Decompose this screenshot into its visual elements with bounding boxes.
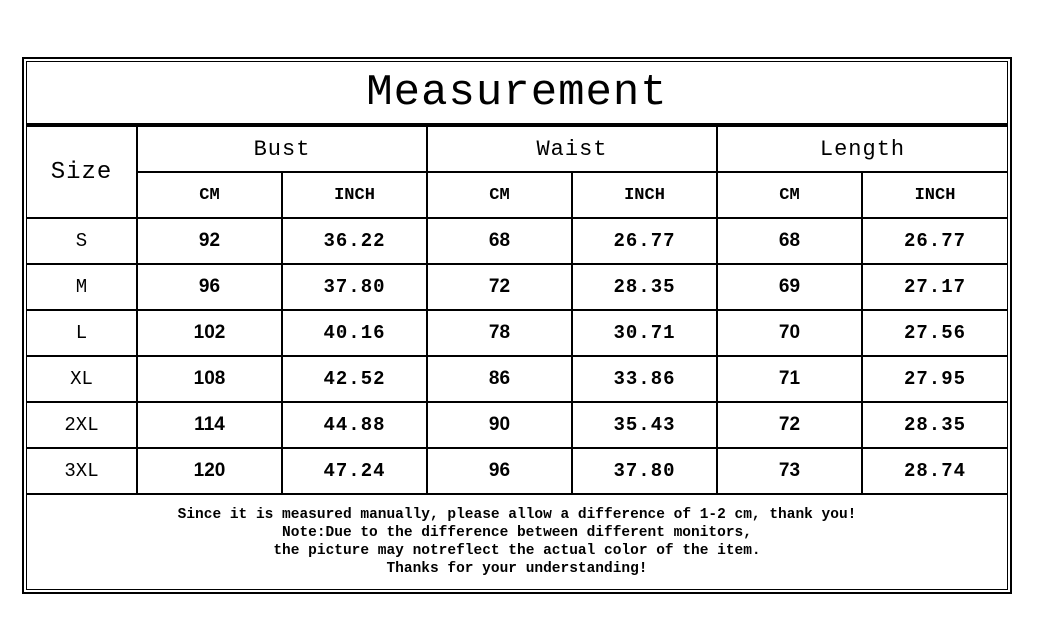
waist-cm-value: 86 bbox=[427, 356, 572, 402]
waist-inch-value: 30.71 bbox=[572, 310, 717, 356]
table-row bbox=[27, 448, 1007, 494]
bust-cm-value: 92 bbox=[137, 218, 282, 264]
note-line: Since it is measured manually, please allow a difference of 1-2 cm, thank you! bbox=[177, 506, 857, 523]
size-table bbox=[27, 125, 1007, 495]
chart-title: Measurement bbox=[27, 62, 1007, 125]
bust-header: Bust bbox=[137, 126, 427, 172]
bust-cm-value: 108 bbox=[137, 356, 282, 402]
waist-inch-value: 33.86 bbox=[572, 356, 717, 402]
size-label: M bbox=[27, 264, 137, 310]
bust-cm-value: 120 bbox=[137, 448, 282, 494]
waist-inch-value: 35.43 bbox=[572, 402, 717, 448]
bust-cm-value: 96 bbox=[137, 264, 282, 310]
bust-cm-header: CM bbox=[137, 172, 282, 218]
bust-inch-value: 40.16 bbox=[282, 310, 427, 356]
length-inch-value: 27.17 bbox=[862, 264, 1007, 310]
size-label: 3XL bbox=[27, 448, 137, 494]
length-inch-value: 28.35 bbox=[862, 402, 1007, 448]
size-chart-frame bbox=[22, 57, 1012, 594]
size-chart-inner-border bbox=[26, 61, 1008, 590]
waist-inch-value: 37.80 bbox=[572, 448, 717, 494]
table-row bbox=[27, 218, 1007, 264]
waist-cm-value: 72 bbox=[427, 264, 572, 310]
waist-cm-value: 68 bbox=[427, 218, 572, 264]
bust-inch-value: 47.24 bbox=[282, 448, 427, 494]
length-inch-value: 27.56 bbox=[862, 310, 1007, 356]
length-cm-header: CM bbox=[717, 172, 862, 218]
disclaimer-notes bbox=[27, 494, 1007, 589]
unit-header-row bbox=[27, 172, 1007, 218]
size-label: L bbox=[27, 310, 137, 356]
waist-inch-value: 26.77 bbox=[572, 218, 717, 264]
waist-cm-value: 78 bbox=[427, 310, 572, 356]
bust-inch-value: 37.80 bbox=[282, 264, 427, 310]
note-line: Thanks for your understanding! bbox=[386, 560, 648, 577]
length-cm-value: 72 bbox=[717, 402, 862, 448]
group-header-row bbox=[27, 126, 1007, 172]
table-row bbox=[27, 402, 1007, 448]
waist-cm-value: 90 bbox=[427, 402, 572, 448]
bust-inch-value: 42.52 bbox=[282, 356, 427, 402]
bust-cm-value: 102 bbox=[137, 310, 282, 356]
note-line: Note:Due to the difference between different monitors, bbox=[282, 524, 752, 541]
size-column-header: Size bbox=[27, 126, 137, 218]
waist-cm-header: CM bbox=[427, 172, 572, 218]
length-inch-header: INCH bbox=[862, 172, 1007, 218]
length-cm-value: 73 bbox=[717, 448, 862, 494]
waist-inch-value: 28.35 bbox=[572, 264, 717, 310]
table-row bbox=[27, 310, 1007, 356]
bust-cm-value: 114 bbox=[137, 402, 282, 448]
length-header: Length bbox=[717, 126, 1007, 172]
length-cm-value: 68 bbox=[717, 218, 862, 264]
size-label: 2XL bbox=[27, 402, 137, 448]
table-row bbox=[27, 356, 1007, 402]
size-label: XL bbox=[27, 356, 137, 402]
length-cm-value: 70 bbox=[717, 310, 862, 356]
size-label: S bbox=[27, 218, 137, 264]
length-inch-value: 28.74 bbox=[862, 448, 1007, 494]
length-inch-value: 27.95 bbox=[862, 356, 1007, 402]
note-line: the picture may notreflect the actual color of the item. bbox=[273, 542, 761, 559]
bust-inch-header: INCH bbox=[282, 172, 427, 218]
length-cm-value: 71 bbox=[717, 356, 862, 402]
waist-inch-header: INCH bbox=[572, 172, 717, 218]
bust-inch-value: 44.88 bbox=[282, 402, 427, 448]
waist-cm-value: 96 bbox=[427, 448, 572, 494]
table-row bbox=[27, 264, 1007, 310]
bust-inch-value: 36.22 bbox=[282, 218, 427, 264]
waist-header: Waist bbox=[427, 126, 717, 172]
length-cm-value: 69 bbox=[717, 264, 862, 310]
length-inch-value: 26.77 bbox=[862, 218, 1007, 264]
